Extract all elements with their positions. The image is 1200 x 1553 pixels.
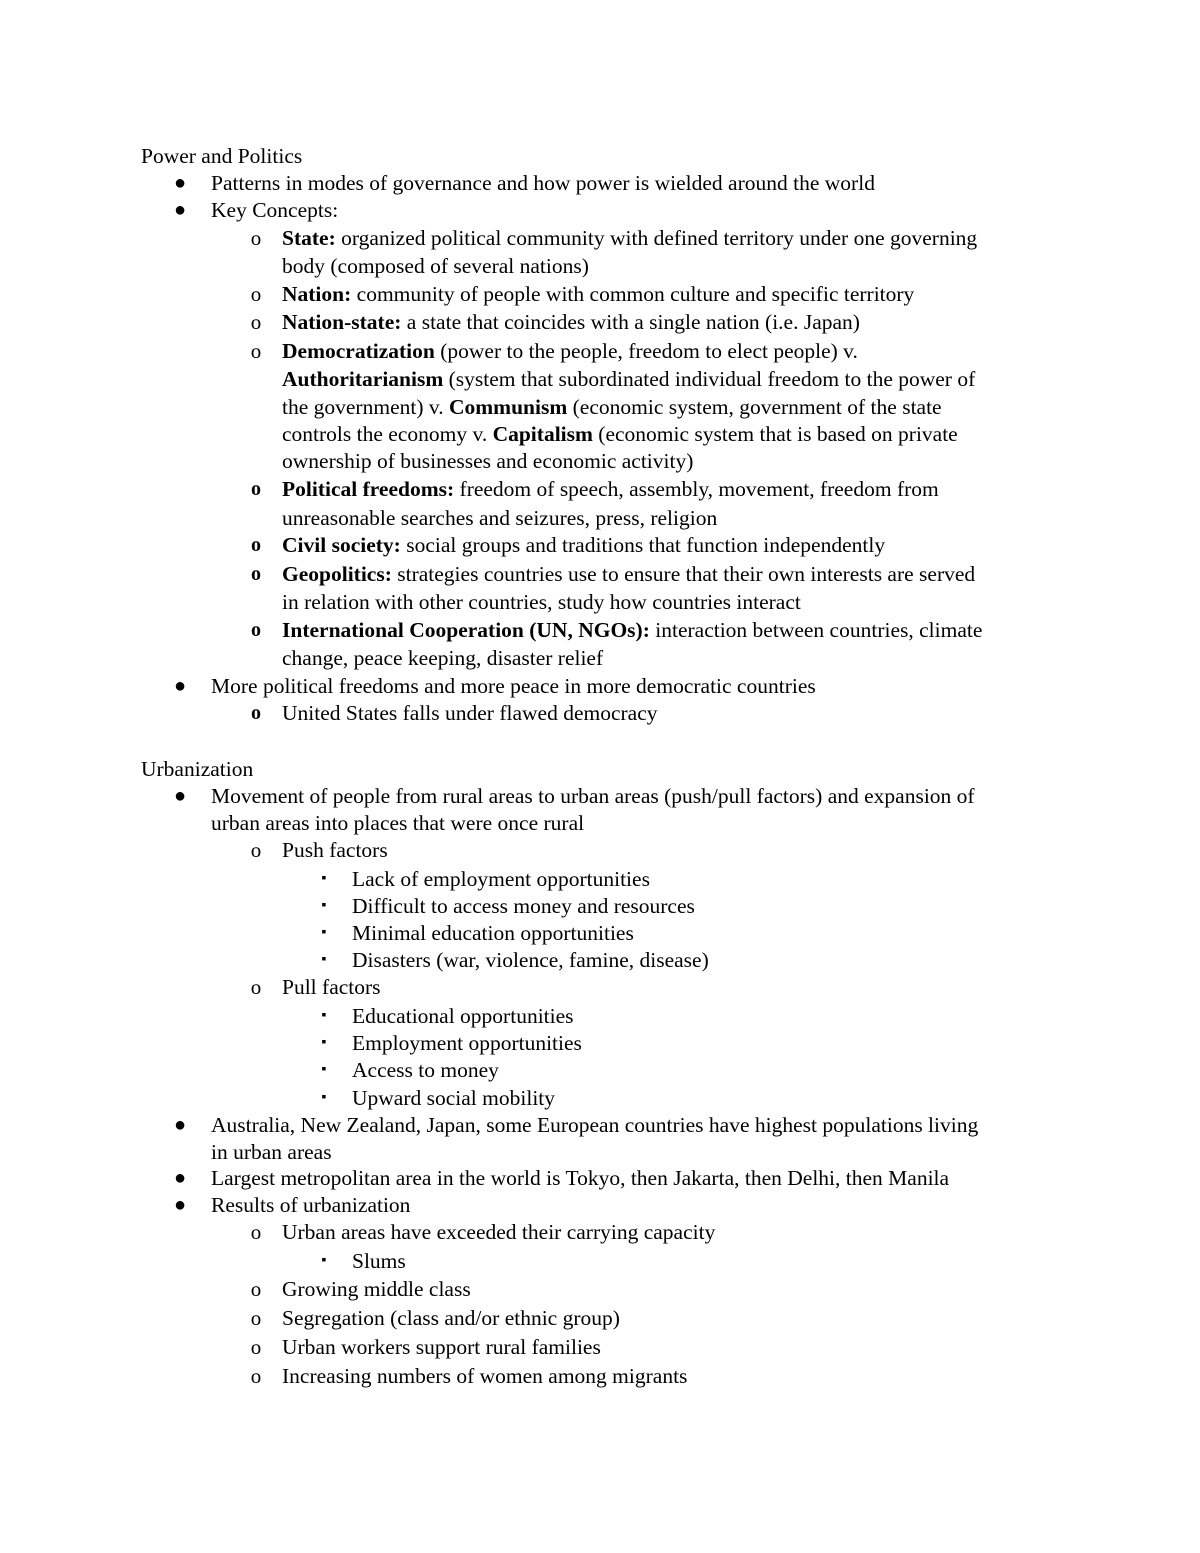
definition-democratization: (power to the people, freedom to elect people) v. bbox=[434, 339, 858, 363]
list-item-continuation: ownership of businesses and economic activity) bbox=[282, 449, 694, 473]
list-item: Upward social mobility bbox=[352, 1086, 556, 1110]
term-authoritarianism: Authoritarianism bbox=[282, 367, 444, 391]
list-item: Urban areas have exceeded their carrying capacity bbox=[282, 1220, 716, 1244]
square-bullet-icon: ▪ bbox=[321, 1062, 327, 1077]
list-item-continuation bbox=[282, 365, 975, 393]
circle-bullet-icon: o bbox=[250, 975, 262, 999]
list-item: Lack of employment opportunities bbox=[352, 867, 650, 891]
square-bullet-icon: ▪ bbox=[321, 925, 327, 940]
square-bullet-icon: ▪ bbox=[321, 1090, 327, 1105]
list-item: Access to money bbox=[352, 1058, 499, 1082]
circle-bullet-icon: o bbox=[250, 1364, 262, 1388]
square-bullet-icon: ▪ bbox=[321, 871, 327, 886]
list-item: Results of urbanization bbox=[211, 1193, 411, 1217]
bullet-icon: ● bbox=[174, 172, 187, 194]
term-capitalism: Capitalism bbox=[492, 422, 593, 446]
term-nation-state: Nation-state: bbox=[282, 310, 402, 334]
circle-bullet-icon: o bbox=[250, 838, 262, 862]
list-item: Employment opportunities bbox=[352, 1031, 582, 1055]
definition-nation: community of people with common culture and specific territory bbox=[351, 282, 915, 306]
list-item: Movement of people from rural areas to urban areas (push/pull factors) and expansion of bbox=[211, 784, 975, 808]
section-heading-urbanization: Urbanization bbox=[141, 757, 254, 781]
square-bullet-icon: ▪ bbox=[321, 952, 327, 967]
circle-bullet-icon: o bbox=[250, 310, 262, 334]
list-item-pull-factors: Pull factors bbox=[282, 975, 381, 999]
term-democratization: Democratization bbox=[282, 339, 435, 363]
square-bullet-icon: ▪ bbox=[321, 1008, 327, 1023]
list-item: Slums bbox=[352, 1249, 406, 1273]
circle-bullet-icon: o bbox=[251, 563, 261, 585]
definition-state: organized political community with defined territory under one governing bbox=[335, 226, 978, 250]
circle-bullet-icon: o bbox=[250, 339, 262, 363]
list-item: Disasters (war, violence, famine, disease) bbox=[352, 948, 709, 972]
list-item-nation bbox=[282, 280, 914, 308]
list-item-democratization bbox=[282, 337, 858, 365]
bullet-icon: ● bbox=[174, 1167, 187, 1189]
bullet-icon: ● bbox=[174, 785, 187, 807]
circle-bullet-icon: o bbox=[250, 1335, 262, 1359]
circle-bullet-icon: o bbox=[250, 1277, 262, 1301]
list-item-continuation: change, peace keeping, disaster relief bbox=[282, 646, 604, 670]
term-political-freedoms: Political freedoms: bbox=[282, 477, 455, 501]
circle-bullet-icon: o bbox=[251, 702, 261, 724]
term-international-cooperation: International Cooperation (UN, NGOs): bbox=[282, 618, 650, 642]
list-item: Patterns in modes of governance and how power is wielded around the world bbox=[211, 171, 875, 195]
list-item: United States falls under flawed democracy bbox=[282, 701, 658, 725]
definition-international-cooperation: interaction between countries, climate bbox=[649, 618, 983, 642]
definition-civil-society: social groups and traditions that function independently bbox=[400, 533, 886, 557]
bullet-icon: ● bbox=[174, 1114, 187, 1136]
list-item-continuation bbox=[282, 420, 958, 448]
circle-bullet-icon: o bbox=[251, 534, 261, 556]
list-item: Increasing numbers of women among migrants bbox=[282, 1364, 688, 1388]
square-bullet-icon: ▪ bbox=[321, 898, 327, 913]
list-item-continuation: in urban areas bbox=[211, 1140, 332, 1164]
list-item: Largest metropolitan area in the world is Tokyo, then Jakarta, then Delhi, then Manila bbox=[211, 1166, 950, 1190]
circle-bullet-icon: o bbox=[250, 1306, 262, 1330]
list-item: Educational opportunities bbox=[352, 1004, 574, 1028]
term-geopolitics: Geopolitics: bbox=[282, 562, 392, 586]
circle-bullet-icon: o bbox=[251, 619, 261, 641]
list-item: More political freedoms and more peace in more democratic countries bbox=[211, 674, 816, 698]
list-item-state bbox=[282, 224, 977, 252]
list-item-political-freedoms bbox=[282, 475, 939, 503]
list-item-international-cooperation bbox=[282, 616, 982, 644]
bullet-icon: ● bbox=[174, 1194, 187, 1216]
text-segment: controls the economy v. bbox=[282, 422, 493, 446]
list-item: Key Concepts: bbox=[211, 198, 339, 222]
definition-communism: (economic system, government of the state bbox=[567, 395, 942, 419]
list-item: Minimal education opportunities bbox=[352, 921, 634, 945]
circle-bullet-icon: o bbox=[250, 226, 262, 250]
list-item-geopolitics bbox=[282, 560, 975, 588]
list-item-continuation bbox=[282, 393, 942, 421]
list-item-continuation: urban areas into places that were once rural bbox=[211, 811, 585, 835]
definition-capitalism: (economic system that is based on private bbox=[592, 422, 958, 446]
list-item-civil-society bbox=[282, 531, 885, 559]
list-item: Difficult to access money and resources bbox=[352, 894, 695, 918]
list-item: Segregation (class and/or ethnic group) bbox=[282, 1306, 620, 1330]
definition-nation-state: a state that coincides with a single nation (i.e. Japan) bbox=[401, 310, 860, 334]
section-heading-power: Power and Politics bbox=[141, 144, 303, 168]
square-bullet-icon: ▪ bbox=[321, 1253, 327, 1268]
bullet-icon: ● bbox=[174, 199, 187, 221]
definition-geopolitics: strategies countries use to ensure that their own interests are served bbox=[391, 562, 976, 586]
term-nation: Nation: bbox=[282, 282, 352, 306]
list-item: Growing middle class bbox=[282, 1277, 471, 1301]
circle-bullet-icon: o bbox=[251, 478, 261, 500]
definition-political-freedoms: freedom of speech, assembly, movement, freedom from bbox=[454, 477, 939, 501]
term-communism: Communism bbox=[448, 395, 568, 419]
circle-bullet-icon: o bbox=[250, 282, 262, 306]
list-item: Urban workers support rural families bbox=[282, 1335, 601, 1359]
list-item-push-factors: Push factors bbox=[282, 838, 388, 862]
list-item-continuation: in relation with other countries, study how countries interact bbox=[282, 590, 801, 614]
square-bullet-icon: ▪ bbox=[321, 1035, 327, 1050]
text-segment: the government) v. bbox=[282, 395, 449, 419]
bullet-icon: ● bbox=[174, 675, 187, 697]
circle-bullet-icon: o bbox=[250, 1220, 262, 1244]
list-item-nation-state bbox=[282, 308, 860, 336]
list-item-continuation: body (composed of several nations) bbox=[282, 254, 589, 278]
list-item: Australia, New Zealand, Japan, some European countries have highest populations living bbox=[211, 1113, 979, 1137]
definition-authoritarianism: (system that subordinated individual freedom to the power of bbox=[443, 367, 976, 391]
list-item-continuation: unreasonable searches and seizures, press, religion bbox=[282, 506, 718, 530]
term-state: State: bbox=[282, 226, 336, 250]
term-civil-society: Civil society: bbox=[282, 533, 401, 557]
